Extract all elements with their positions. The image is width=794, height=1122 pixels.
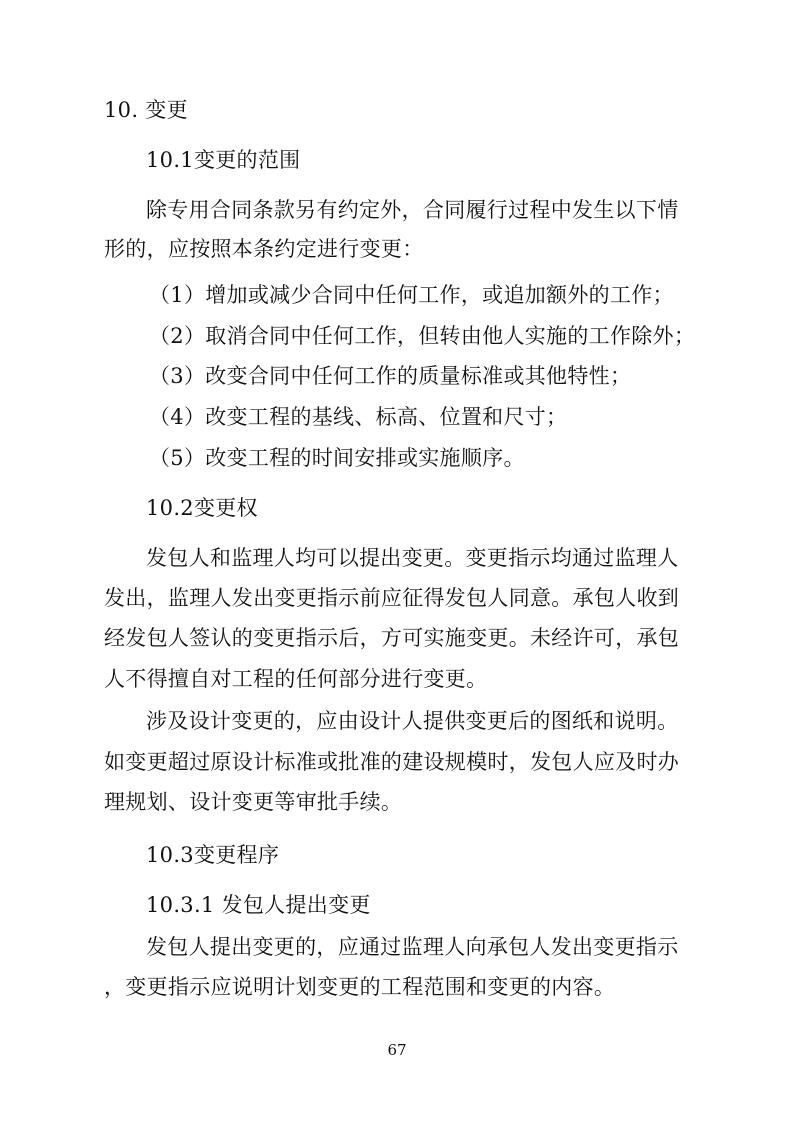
paragraph-line: 经发包人签认的变更指示后，方可实施变更。未经许可，承包 — [104, 626, 680, 650]
list-item: （1）增加或减少合同中任何工作，或追加额外的工作； — [149, 283, 674, 307]
list-item: （5）改变工程的时间安排或实施顺序。 — [149, 446, 525, 470]
subsection-heading-10-3: 10.3变更程序 — [146, 843, 280, 867]
subsection-heading-10-2: 10.2变更权 — [146, 496, 258, 520]
paragraph-line: 形的，应按照本条约定进行变更： — [104, 237, 424, 261]
paragraph-line: 发出，监理人发出变更指示前应征得发包人同意。承包人收到 — [104, 586, 680, 610]
page-number: 67 — [387, 1041, 407, 1059]
list-item: （3）改变合同中任何工作的质量标准或其他特性； — [149, 364, 632, 388]
paragraph-line: 如变更超过原设计标准或批准的建设规模时，发包人应及时办 — [104, 750, 680, 774]
paragraph-line: 理规划、设计变更等审批手续。 — [104, 790, 403, 814]
paragraph-line: ，变更指示应说明计划变更的工程范围和变更的内容。 — [104, 975, 616, 999]
subsection-heading-10-3-1: 10.3.1 发包人提出变更 — [146, 893, 371, 917]
section-heading: 10. 变更 — [104, 98, 188, 122]
paragraph-line: 涉及设计变更的，应由设计人提供变更后的图纸和说明。 — [146, 709, 679, 733]
paragraph-line: 发包人和监理人均可以提出变更。变更指示均通过监理人 — [146, 546, 679, 570]
paragraph-line: 发包人提出变更的，应通过监理人向承包人发出变更指示 — [146, 935, 679, 959]
list-item: （2）取消合同中任何工作，但转由他人实施的工作除外； — [149, 324, 696, 348]
paragraph-line: 人不得擅自对工程的任何部分进行变更。 — [104, 667, 488, 691]
subsection-heading-10-1: 10.1变更的范围 — [146, 148, 301, 172]
paragraph-line: 除专用合同条款另有约定外，合同履行过程中发生以下情 — [146, 198, 679, 222]
list-item: （4）改变工程的基线、标高、位置和尺寸； — [149, 405, 568, 429]
